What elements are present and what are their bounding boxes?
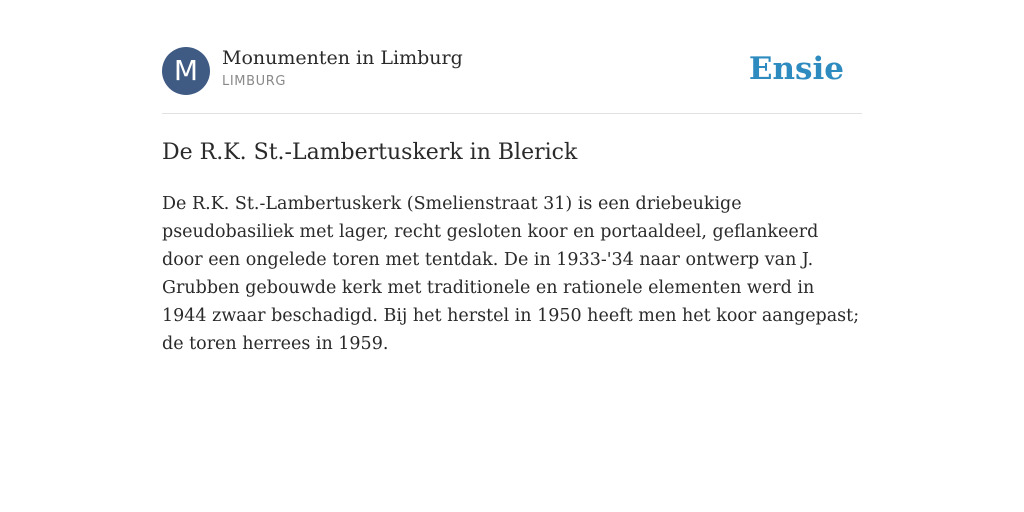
article-title: De R.K. St.-Lambertuskerk in Blerick — [162, 140, 578, 165]
brand-logo[interactable]: Ensie — [748, 51, 844, 87]
source-title[interactable]: Monumenten in Limburg — [222, 47, 463, 69]
header-divider — [162, 113, 862, 114]
source-avatar[interactable]: M — [162, 47, 210, 95]
article-body: De R.K. St.-Lambertuskerk (Smelienstraat 31) is een driebeukige pseudobasiliek met lager, recht gesloten koor en portaaldeel, geflankeerd door een ongelede toren met tentdak. De in 1933-'34 naar ontwerp van J. Grubben gebouwde kerk met traditionele en rationele elementen werd in 1944 zwaar beschadigd. Bij het herstel in 1950 heeft men het koor aangepast; de toren herrees in 1959. — [162, 194, 860, 354]
source-subtitle[interactable]: LIMBURG — [222, 74, 287, 89]
article-card — [162, 46, 862, 354]
card-header — [162, 46, 862, 96]
